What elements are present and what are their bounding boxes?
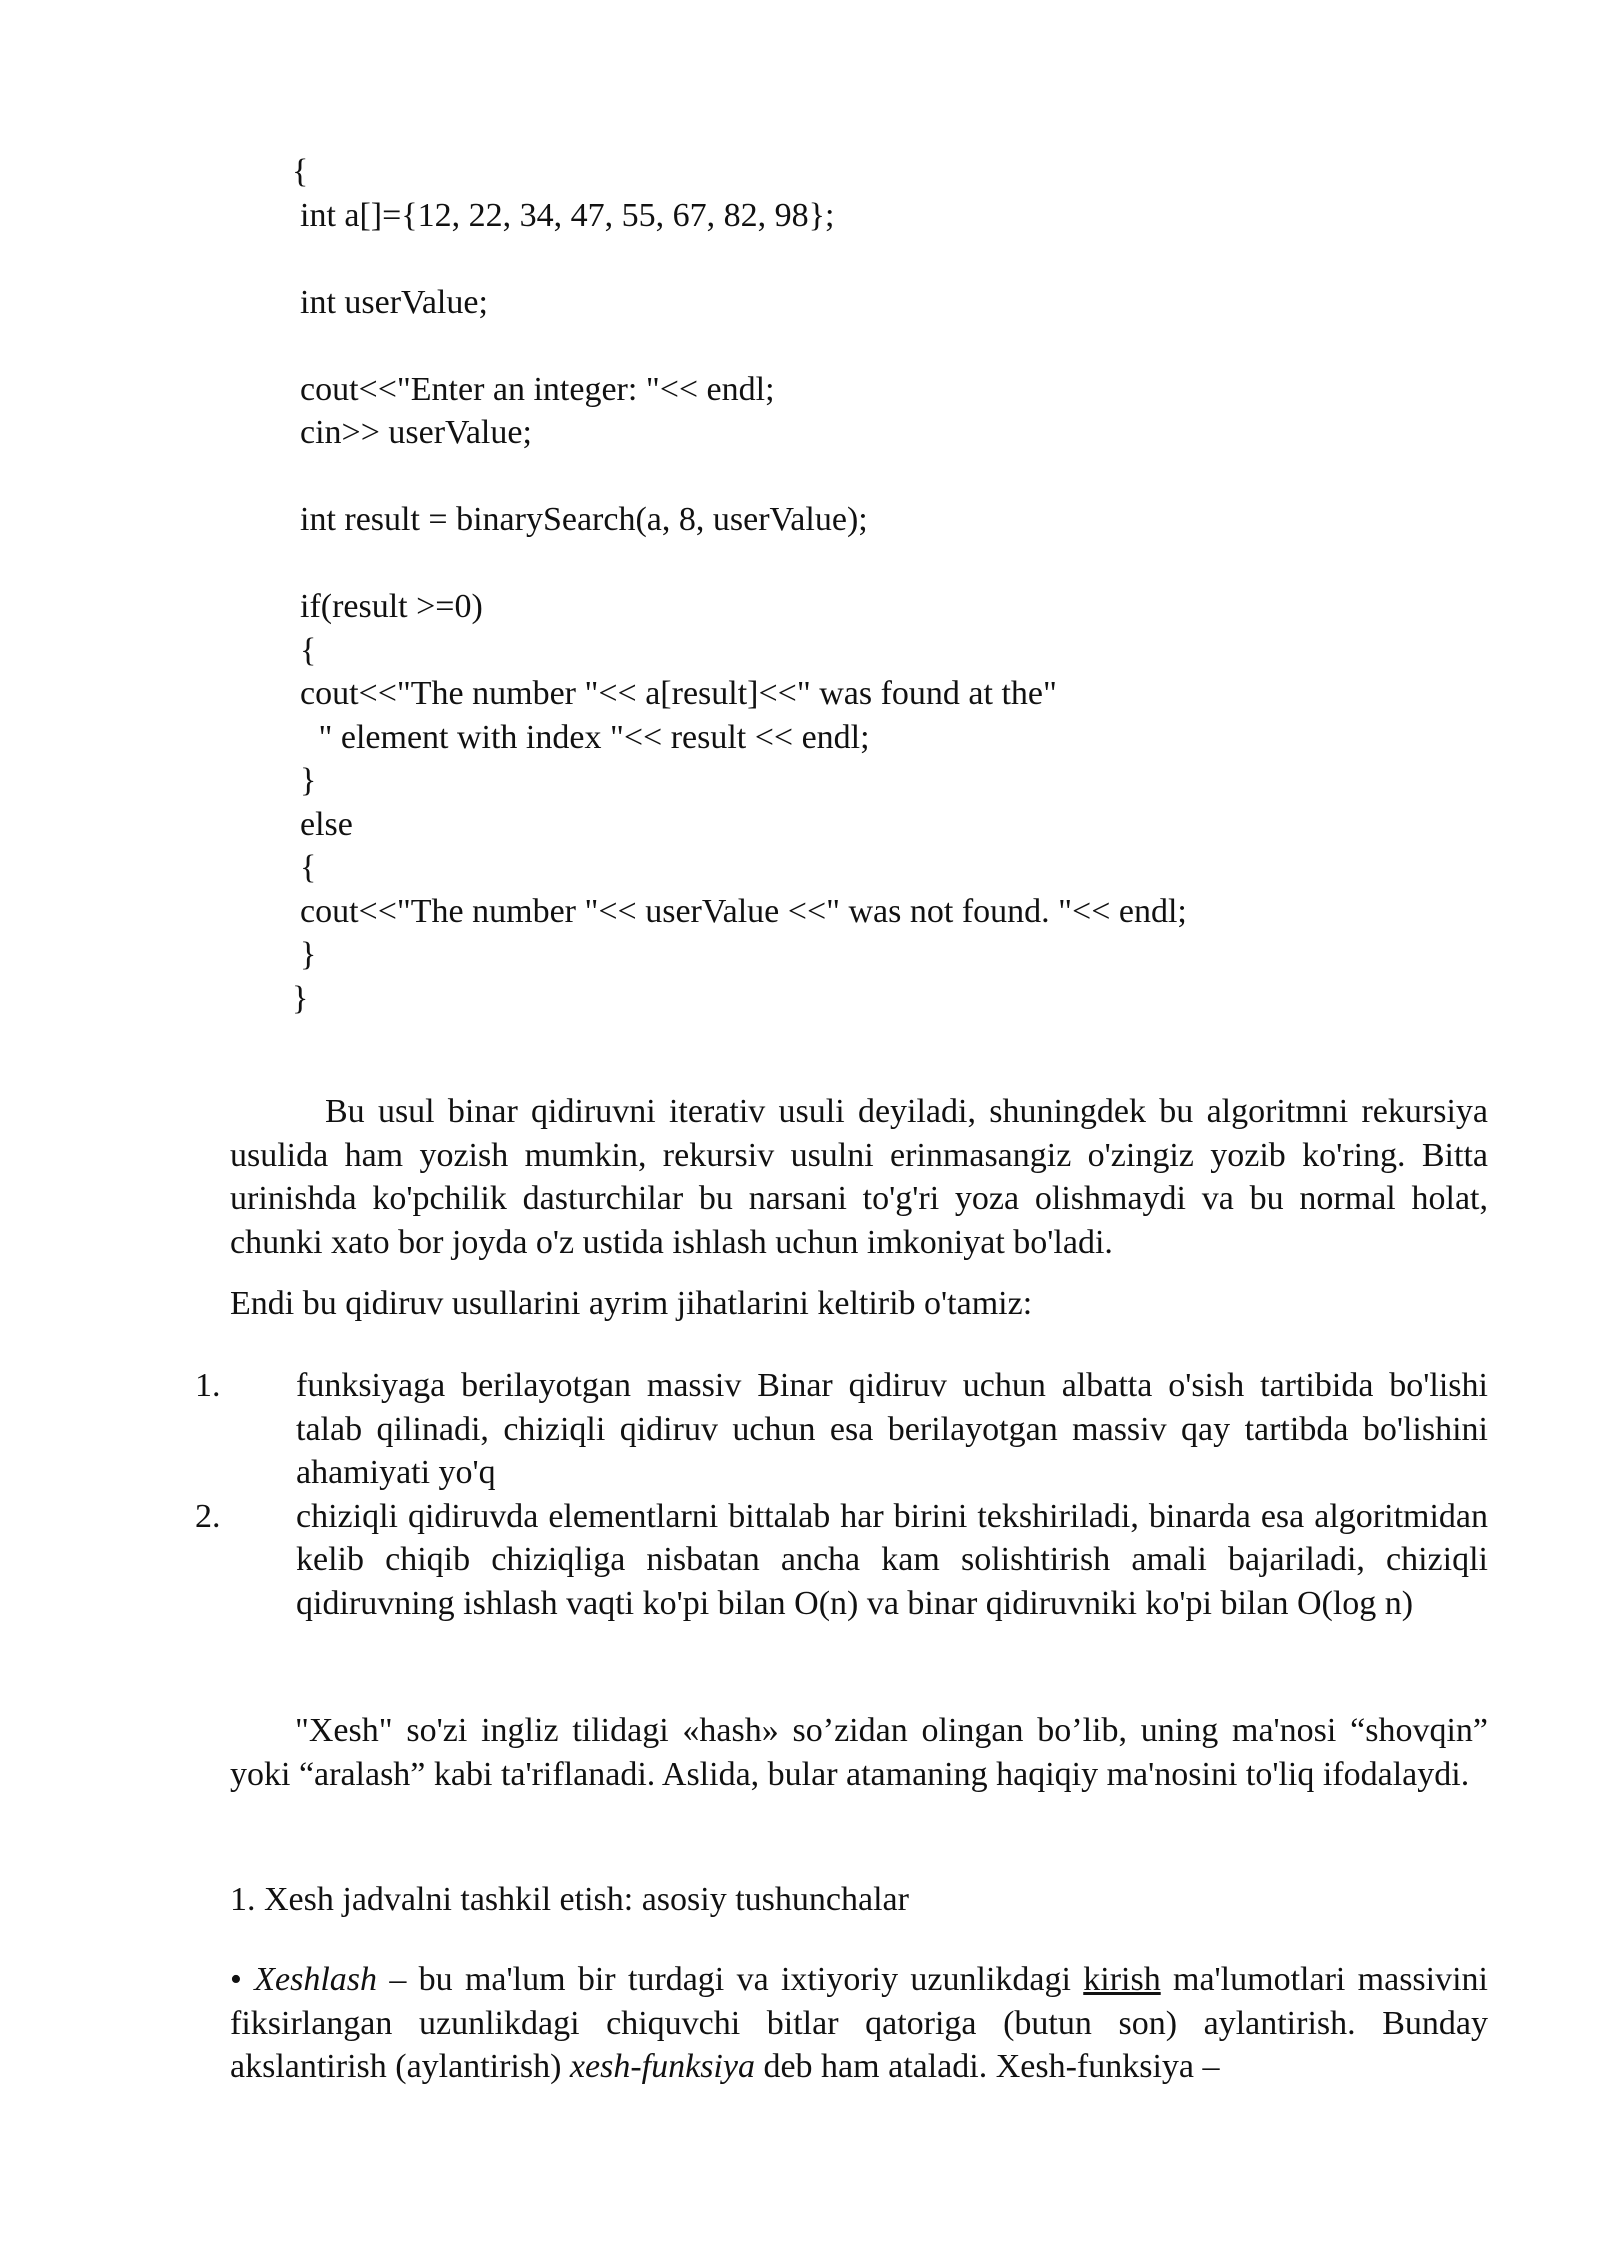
section-heading: 1. Xesh jadvalni tashkil etish: asosiy tushunchalar xyxy=(230,1881,909,1918)
code-line: } xyxy=(292,979,309,1017)
code-blank-line xyxy=(300,237,1450,281)
list-item xyxy=(195,1495,1488,1626)
code-line: int userValue; xyxy=(300,283,488,321)
code-line: else xyxy=(300,805,353,843)
term-xesh-funksiya: xesh-funksiya xyxy=(569,2048,755,2085)
paragraph-text: ma'lumotlari massivini fiksirlangan uzunlikdagi chiquvchi bitlar qatoriga (butun son) aylantirish. Bunday akslantirish (aylantirish) xyxy=(230,1961,1488,2085)
code-line: } xyxy=(300,936,317,973)
paragraph-iterative: Bu usul binar qidiruvni iterativ usuli deyiladi, shuningdek bu algoritmni rekursiya usulida ham yozish mumkin, rekursiv usulni erinmasangiz o'zingiz yozib ko'ring. Bitta urinishda ko'pchilik dasturchilar bu narsani to'g'ri yoza olishmaydi va bu normal holat, chunki xato bor joyda o'z ustida ishlash uchun imkoniyat bo'ladi. xyxy=(230,1093,1488,1261)
code-blank-line xyxy=(300,542,1450,586)
list-item-text: funksiyaga berilayotgan massiv Binar qidiruv uchun albatta o'sish tartibida bo'lishi talab qilinadi, chiziqli qidiruv uchun esa berilayotgan massiv qay tartibda bo'lishini ahamiyati yo'q xyxy=(296,1367,1488,1491)
code-block xyxy=(292,150,1450,1020)
code-line: cout<<"The number "<< a[result]<<" was found at the" xyxy=(300,675,1057,712)
kirish-link[interactable]: kirish xyxy=(1083,1961,1161,1998)
numbered-list xyxy=(195,1364,1488,1625)
list-item-text: chiziqli qidiruvda elementlarni bittalab har birini tekshiriladi, binarda esa algoritmidan kelib chiqib chiziqliga nisbatan ancha kam solishtirish amali bajariladi, chiziqli qidiruvning ishlash vaqti ko'pi bilan O(n) va binar qidiruvniki ko'pi bilan O(log n) xyxy=(296,1497,1488,1622)
code-blank-line xyxy=(300,324,1450,368)
paragraph-text: – bu ma'lum bir turdagi va ixtiyoriy uzunlikdagi xyxy=(377,1961,1084,1998)
paragraph-intro-list: Endi bu qidiruv usullarini ayrim jihatlarini keltirib o'tamiz: xyxy=(230,1285,1033,1322)
code-line: if(result >=0) xyxy=(300,588,483,625)
code-line: { xyxy=(292,153,309,190)
code-line: " element with index "<< result << endl; xyxy=(310,718,870,756)
paragraph-xeshlash xyxy=(230,1958,1488,2089)
list-item xyxy=(195,1364,1488,1495)
code-line: cout<<"Enter an integer: "<< endl; xyxy=(300,370,775,408)
code-line: cout<<"The number "<< userValue <<" was not found. "<< endl; xyxy=(300,892,1187,930)
term-xeshlash: Xeshlash xyxy=(254,1961,378,1998)
code-line: { xyxy=(300,849,317,886)
code-line: cin>> userValue; xyxy=(300,414,532,451)
code-blank-line xyxy=(300,455,1450,499)
code-line: { xyxy=(300,631,317,669)
paragraph-xesh: "Xesh" so'zi ingliz tilidagi «hash» so’zidan olingan bo’lib, uning ma'nosi “shovqin” yoki “aralash” kabi ta'riflanadi. Aslida, bular atamaning haqiqiy ma'nosini to'liq ifodalaydi. xyxy=(230,1712,1488,1793)
code-line: int result = binarySearch(a, 8, userValue); xyxy=(300,501,868,538)
paragraph-text: deb ham ataladi. Xesh-funksiya – xyxy=(754,2048,1220,2085)
list-item-number: 2. xyxy=(195,1497,221,1535)
bullet: • xyxy=(230,1961,242,1998)
code-line: } xyxy=(300,762,317,799)
code-line: int a[]={12, 22, 34, 47, 55, 67, 82, 98}; xyxy=(300,196,835,234)
list-item-number: 1. xyxy=(195,1367,221,1404)
